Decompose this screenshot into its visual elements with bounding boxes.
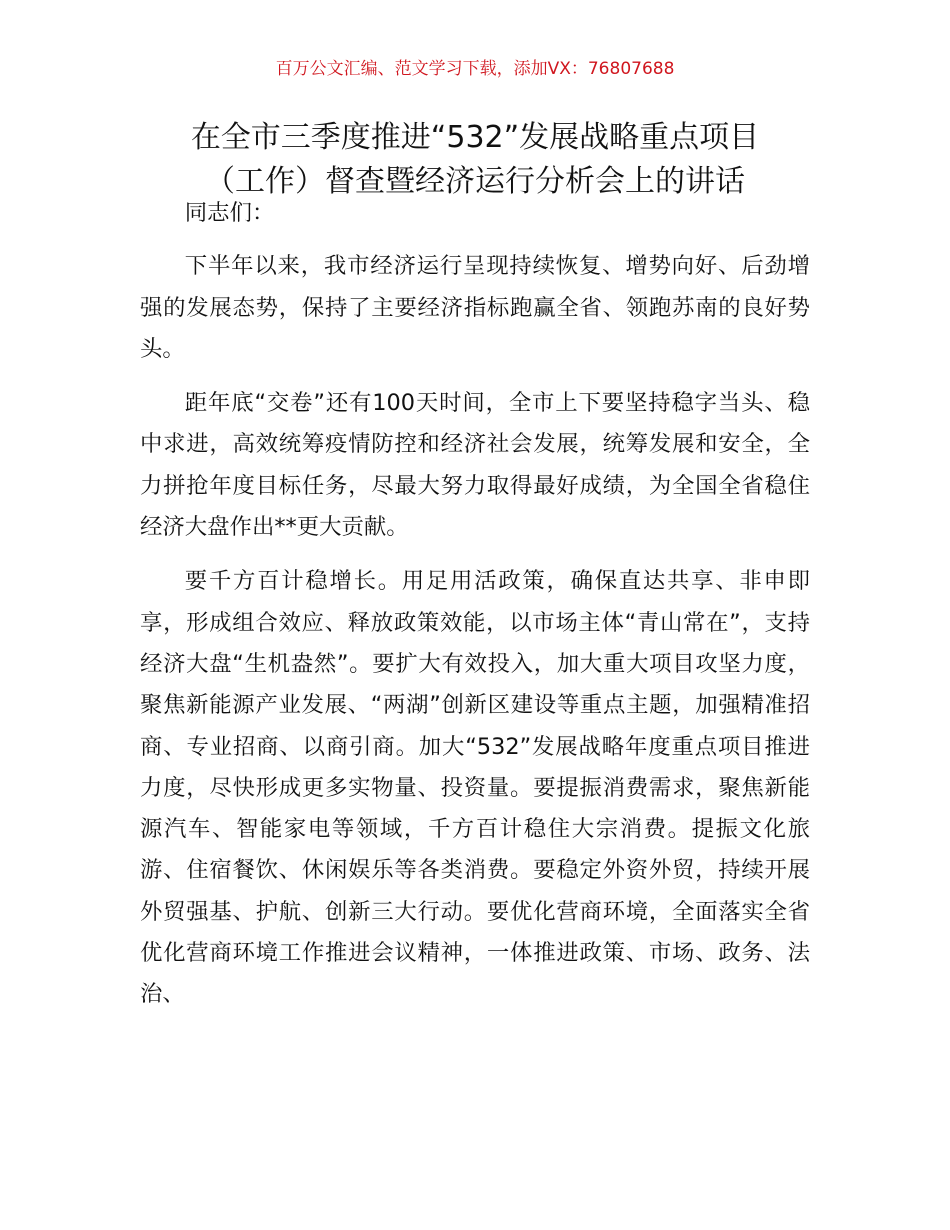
document-title — [120, 116, 830, 204]
paragraph-1: 下半年以来，我市经济运行呈现持续恢复、增势向好、后劲增强的发展态势，保持了主要经济指标跑赢全省、领跑苏南的良好势头。 — [140, 253, 810, 362]
document-body — [140, 193, 810, 1029]
title-line-1: 在全市三季度推进“532”发展战略重点项目 — [190, 120, 760, 155]
title-line-2: （工作）督查暨经济运行分析会上的讲话 — [205, 164, 745, 199]
watermark-banner: 百万公文汇编、范文学习下载，添加VX：76807688 — [275, 59, 675, 79]
salutation: 同志们： — [184, 200, 275, 226]
paragraph-3: 要千方百计稳增长。用足用活政策，确保直达共享、非申即享，形成组合效应、释放政策效能，以市场主体“青山常在”，支持经济大盘“生机盎然”。要扩大有效投入，加大重大项目攻坚力度，聚焦新能源产业发展、“两湖”创新区建设等重点主题，加强精准招商、专业招商、以商引商。加大“532”发展战略年度重点项目推进力度，尽快形成更多实物量、投资量。要提振消费需求，聚焦新能源汽车、智能家电等领域，千方百计稳住大宗消费。提振文化旅游、住宿餐饮、休闲娱乐等各类消费。要稳定外资外贸，持续开展外贸强基、护航、创新三大行动。要优化营商环境，全面落实全省优化营商环境工作推进会议精神，一体推进政策、市场、政务、法治、 — [140, 568, 810, 1008]
paragraph-2: 距年底“交卷”还有100天时间，全市上下要坚持稳字当头、稳中求进，高效统筹疫情防控和经济社会发展，统筹发展和安全，全力拼抢年度目标任务，尽最大努力取得最好成绩，为全国全省稳住经济大盘作出**更大贡献。 — [140, 390, 810, 541]
